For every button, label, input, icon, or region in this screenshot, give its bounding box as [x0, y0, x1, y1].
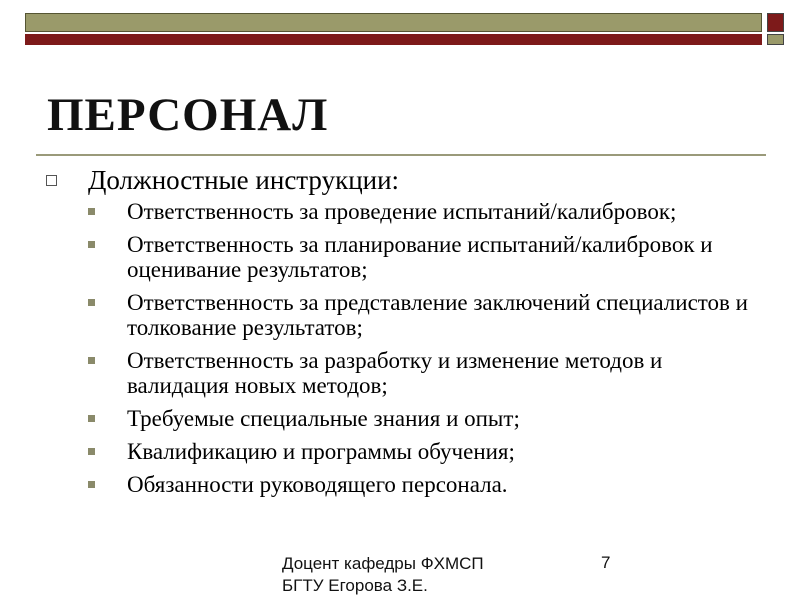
page-number: 7	[601, 553, 611, 572]
header-square-maroon	[767, 13, 784, 32]
hollow-square-bullet-icon	[46, 175, 57, 186]
list-item	[88, 199, 768, 224]
square-bullet-icon	[88, 299, 95, 306]
list-item	[88, 439, 768, 464]
title-divider	[36, 154, 766, 156]
list-item-text: Обязанности руководящего персонала.	[127, 472, 508, 497]
list-item-text: Ответственность за разработку и изменение методов и валидация новых методов;	[127, 348, 663, 398]
square-bullet-icon	[88, 357, 95, 364]
header-bar-maroon	[25, 34, 762, 45]
sub-item-list	[88, 199, 768, 505]
list-item	[88, 290, 768, 340]
list-item	[88, 472, 768, 497]
list-item	[88, 348, 768, 398]
list-item	[88, 232, 768, 282]
square-bullet-icon	[88, 481, 95, 488]
list-item-text: Квалификацию и программы обучения;	[127, 439, 515, 464]
footer-line-2: БГТУ Егорова З.Е.	[282, 576, 428, 595]
footer-author	[282, 553, 484, 597]
list-item-text: Ответственность за проведение испытаний/калибровок;	[127, 199, 677, 224]
list-item-text: Ответственность за планирование испытаний/калибровок и оценивание результатов;	[127, 232, 713, 282]
list-item-text: Ответственность за представление заключений специалистов и толкование результатов;	[127, 290, 748, 340]
list-item-text: Требуемые специальные знания и опыт;	[127, 406, 520, 431]
square-bullet-icon	[88, 208, 95, 215]
footer-line-1: Доцент кафедры ФХМСП	[282, 554, 484, 573]
list-item	[88, 406, 768, 431]
square-bullet-icon	[88, 448, 95, 455]
main-point	[46, 163, 399, 197]
square-bullet-icon	[88, 241, 95, 248]
main-point-text: Должностные инструкции:	[88, 165, 400, 195]
header-bar-olive	[25, 13, 762, 32]
slide-title: ПЕРСОНАЛ	[47, 89, 329, 141]
square-bullet-icon	[88, 415, 95, 422]
header-square-olive	[767, 34, 784, 45]
